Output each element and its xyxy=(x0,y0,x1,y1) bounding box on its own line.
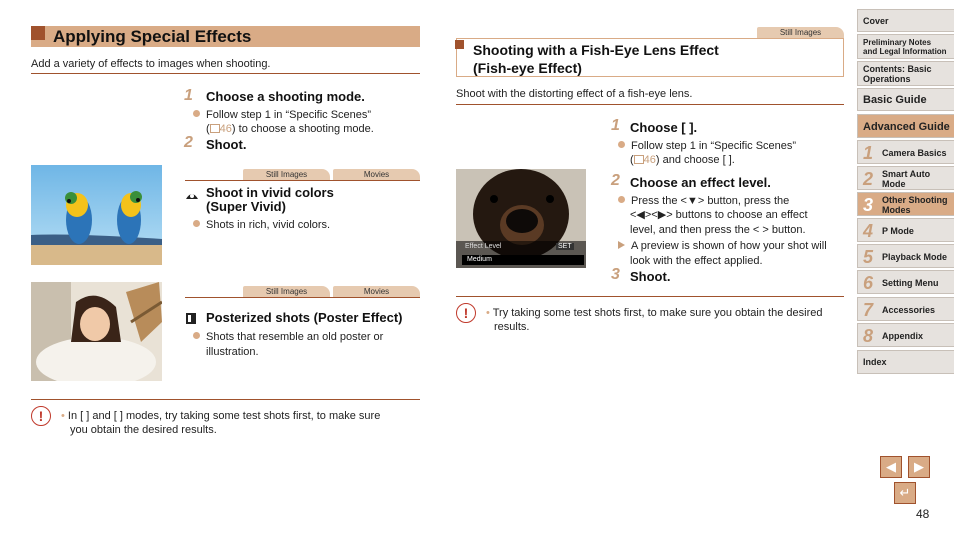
vivid-title: Shoot in vivid colors xyxy=(206,185,334,200)
bullet-line: Follow step 1 in “Specific Scenes” xyxy=(206,109,372,121)
bullet-text xyxy=(193,330,383,344)
bullet-text xyxy=(618,194,789,208)
step-text: Choose an effect level. xyxy=(630,175,771,190)
screen-label: Effect Level xyxy=(465,243,502,250)
nav-label: Mode xyxy=(882,179,906,189)
nav-label: Appendix xyxy=(882,331,924,341)
step-text: Shoot. xyxy=(206,137,247,152)
nav-cover[interactable] xyxy=(857,9,954,32)
caution-line: In [ ] and [ ] modes, try taking some test shots first, to make sure xyxy=(67,410,381,422)
step-number: 2 xyxy=(184,134,193,151)
subsection-intro: Shoot with the distorting effect of a fish-eye lens. xyxy=(456,88,693,100)
set-icon: SET xyxy=(558,243,572,250)
nav-label: Basic Guide xyxy=(863,94,927,106)
bullet-line: level, and then press the < > button. xyxy=(630,224,806,236)
nav-label: Contents: Basic xyxy=(863,64,932,74)
caution-icon: ! xyxy=(456,303,476,323)
chapter-number: 5 xyxy=(863,247,874,267)
section-header xyxy=(31,26,420,47)
nav-chapter-7[interactable] xyxy=(857,297,954,321)
nav-chapter-8[interactable] xyxy=(857,323,954,347)
arrow-text xyxy=(618,239,827,253)
parrots-photo xyxy=(31,165,162,265)
chapter-number: 1 xyxy=(863,143,874,163)
bullet-line: ) to choose a shooting mode. xyxy=(231,123,374,135)
nav-label: Index xyxy=(863,357,887,367)
divider xyxy=(31,399,420,400)
nav-chapter-5[interactable] xyxy=(857,244,954,268)
header-square-icon xyxy=(31,26,45,40)
nav-basic-guide[interactable] xyxy=(857,88,954,111)
header-square-icon xyxy=(455,40,464,49)
nav-contents[interactable] xyxy=(857,61,954,86)
chapter-number: 6 xyxy=(863,273,874,293)
nav-advanced-guide[interactable] xyxy=(857,114,954,138)
bullet-text xyxy=(193,108,371,122)
bullet-text xyxy=(630,153,735,167)
chevron-left-icon: ◀ xyxy=(886,459,896,474)
arrow-line: A preview is shown of how your shot will xyxy=(631,240,827,252)
tab-movies: Movies xyxy=(333,169,420,180)
caution-icon: ! xyxy=(31,406,51,426)
girl-photo xyxy=(31,282,162,381)
section-intro: Add a variety of effects to images when shooting. xyxy=(31,58,271,70)
page-ref-link[interactable]: 46 xyxy=(219,123,232,135)
divider xyxy=(185,180,420,181)
nav-chapter-2[interactable] xyxy=(857,166,954,190)
page-ref-link[interactable]: 46 xyxy=(643,154,656,166)
nav-label: Accessories xyxy=(882,305,936,315)
caution-line: you obtain the desired results. xyxy=(70,424,217,436)
page-title: Applying Special Effects xyxy=(53,27,252,46)
poster-effect-mode-icon xyxy=(185,312,197,325)
caution-line: Try taking some test shots first, to make sure you obtain the desired xyxy=(492,307,823,319)
caution-line: results. xyxy=(494,321,530,333)
return-icon: ↵ xyxy=(899,485,911,500)
bullet-line: <◀><▶> buttons to choose an effect xyxy=(630,209,808,221)
nav-chapter-3[interactable] xyxy=(857,192,954,216)
nav-index[interactable] xyxy=(857,350,954,374)
page-number: 48 xyxy=(916,507,930,521)
nav-label: Advanced Guide xyxy=(863,121,950,133)
nav-chapter-1[interactable] xyxy=(857,140,954,164)
chapter-number: 7 xyxy=(863,300,874,320)
chevron-right-icon: ▶ xyxy=(914,459,924,474)
bullet-text xyxy=(206,122,374,136)
nav-chapter-6[interactable] xyxy=(857,270,954,294)
tab-still-images: Still Images xyxy=(243,286,330,297)
chapter-number: 3 xyxy=(863,195,874,215)
bullet-dot-icon xyxy=(618,141,625,148)
nav-label: Preliminary Notes xyxy=(863,38,932,47)
nav-label: Setting Menu xyxy=(882,278,939,288)
bullet-line: Press the <▼> button, press the xyxy=(631,195,790,207)
book-icon xyxy=(634,155,644,164)
bullet-dot-icon xyxy=(193,110,200,117)
bullet-line: ) and choose [ ]. xyxy=(655,154,735,166)
fisheye-preview-screen xyxy=(456,169,586,268)
nav-label: Camera Basics xyxy=(882,148,947,158)
chapter-number: 2 xyxy=(863,169,874,189)
step-text: Choose a shooting mode. xyxy=(206,89,365,104)
divider xyxy=(456,296,844,297)
bullet-text xyxy=(193,218,330,232)
next-page-button[interactable] xyxy=(908,456,930,478)
caution-text xyxy=(486,306,822,320)
nav-label: Other Shooting xyxy=(882,195,948,205)
nav-label: and Legal Information xyxy=(863,47,947,56)
bullet-line: Follow step 1 in “Specific Scenes” xyxy=(631,140,797,152)
nav-label: Playback Mode xyxy=(882,252,948,262)
chapter-number: 8 xyxy=(863,326,874,346)
nav-label: Cover xyxy=(863,16,889,26)
bullet-dot-icon xyxy=(193,332,200,339)
nav-preliminary-notes[interactable] xyxy=(857,34,954,59)
step-number: 2 xyxy=(611,172,620,189)
prev-page-button[interactable] xyxy=(880,456,902,478)
step-number: 1 xyxy=(184,87,193,104)
step-text: Choose [ ]. xyxy=(630,120,698,135)
step-number: 1 xyxy=(611,117,620,134)
subsection-title: (Fish-eye Effect) xyxy=(473,60,582,76)
super-vivid-mode-icon xyxy=(185,189,199,201)
vivid-title: (Super Vivid) xyxy=(206,199,286,214)
bullet-dot-icon xyxy=(193,220,200,227)
bullet-line: illustration. xyxy=(206,346,259,358)
bullet-dot-icon xyxy=(618,196,625,203)
bullet-dot-icon: • xyxy=(61,410,68,422)
arrow-right-icon xyxy=(618,241,625,249)
poster-title: Posterized shots (Poster Effect) xyxy=(206,310,403,325)
bullet-line: Shots in rich, vivid colors. xyxy=(206,219,331,231)
step-text: Shoot. xyxy=(630,269,671,284)
caution-text xyxy=(61,409,380,423)
nav-label: Modes xyxy=(882,205,911,215)
step-number: 3 xyxy=(611,266,620,283)
nav-label: P Mode xyxy=(882,226,914,236)
tab-still-images: Still Images xyxy=(243,169,330,180)
arrow-line: look with the effect applied. xyxy=(630,255,763,267)
bullet-dot-icon: • xyxy=(486,307,493,319)
paren: ( xyxy=(206,123,210,135)
nav-label: Operations xyxy=(863,74,911,84)
subsection-header xyxy=(456,38,844,77)
nav-label: Smart Auto xyxy=(882,169,931,179)
screen-value: Medium xyxy=(467,256,492,263)
book-icon xyxy=(210,124,220,133)
bullet-line: Shots that resemble an old poster or xyxy=(206,331,384,343)
divider xyxy=(31,73,420,74)
tab-movies: Movies xyxy=(333,286,420,297)
back-button[interactable] xyxy=(894,482,916,504)
divider xyxy=(185,297,420,298)
paren: ( xyxy=(630,154,634,166)
chapter-number: 4 xyxy=(863,221,874,241)
divider xyxy=(456,104,844,105)
tab-still-images: Still Images xyxy=(757,27,844,38)
nav-chapter-4[interactable] xyxy=(857,218,954,242)
subsection-title: Shooting with a Fish-Eye Lens Effect xyxy=(473,42,719,58)
bullet-text xyxy=(618,139,796,153)
